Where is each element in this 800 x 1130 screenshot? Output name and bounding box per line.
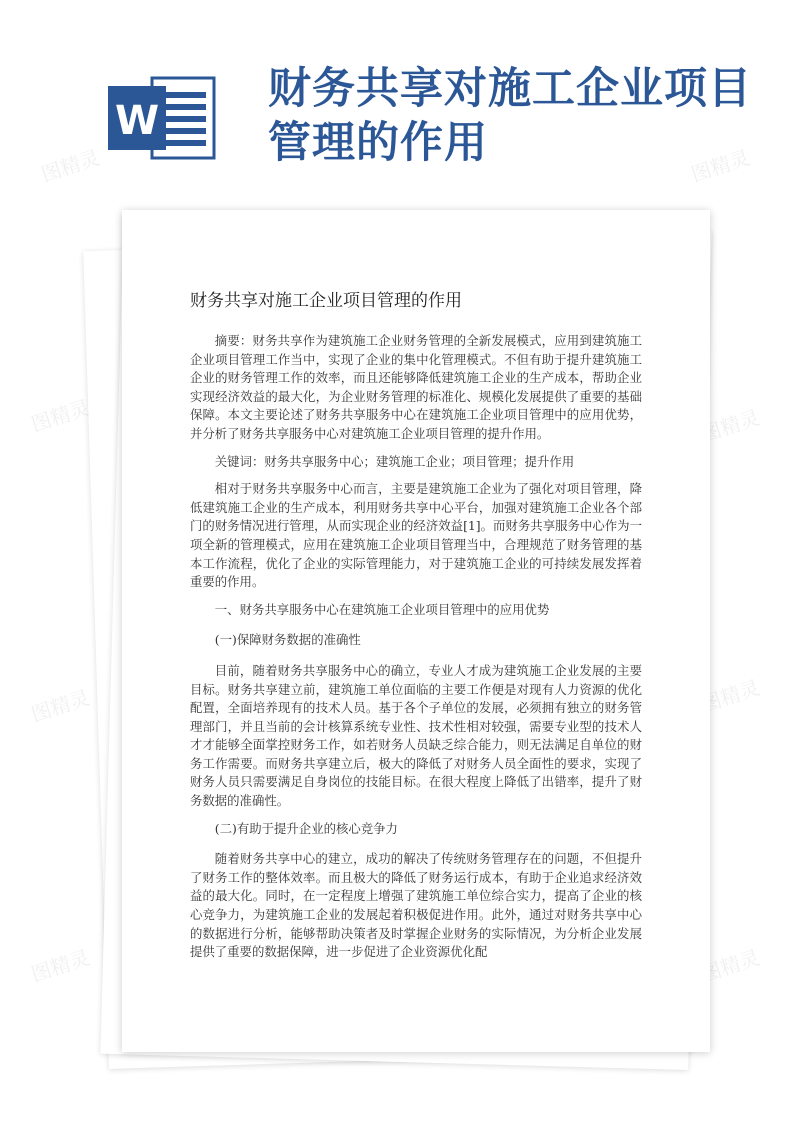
keywords-paragraph: 关键词：财务共享服务中心；建筑施工企业；项目管理；提升作用 bbox=[214, 453, 575, 469]
intro-paragraph: 相对于财务共享服务中心而言，主要是建筑施工企业为了强化对项目管理，降低建筑施工企业的生产成本，利用财务共享中心平台，加强对建筑施工企业各个部门的财务情况进行管理，从而实现企业的经济效益[1]。而财务共享服务中心作为一项全新的管理模式，应用在建筑施工企业项目管理当中，合理规范了财务管理的基本工作流程，优化了企业的实际管理能力，对于建筑施工企业的可持续发展发挥着重要的作用。 bbox=[190, 481, 642, 590]
header-title: 财务共享对施工企业项目管理的作用 bbox=[268, 64, 752, 168]
body-paragraph: 随着财务共享中心的建立，成功的解决了传统财务管理存在的问题，不但提升了财务工作的整体效率。而且极大的降低了财务运行成本，有助于企业追求经济效益的最大化。同时，在一定程度上增强了建筑施工单位综合实力，提高了企业的核心竞争力，为建筑施工企业的发展起着积极促进作用。此外，通过对财务共享中心的数据进行分析，能够帮助决策者及时掌握企业财务的实际情况，为分析企业发展提供了重要的数据保障，进一步促进了企业资源优化配 bbox=[190, 851, 642, 960]
abstract-paragraph: 摘要：财务共享作为建筑施工企业财务管理的全新发展模式，应用到建筑施工企业项目管理工作当中，实现了企业的集中化管理模式。不但有助于提升建筑施工企业的财务管理工作的效率，而且还能够降低建筑施工企业的生产成本，帮助企业实现经济效益的最大化，为企业财务管理的标准化、规模化发展提供了重要的基础保障。本文主要论述了财务共享服务中心在建筑施工企业项目管理中的应用优势，并分析了财务共享服务中心对建筑施工企业项目管理的提升作用。 bbox=[190, 333, 642, 441]
word-logo-letter: W bbox=[114, 98, 160, 144]
document-page bbox=[122, 210, 710, 1052]
document-title: 财务共享对施工企业项目管理的作用 bbox=[190, 291, 462, 311]
subsection-heading: (一)保障财务数据的准确性 bbox=[214, 632, 361, 648]
body-paragraph: 目前，随着财务共享服务中心的确立，专业人才成为建筑施工企业发展的主要目标。财务共享建立前，建筑施工单位面临的主要工作便是对现有人力资源的优化配置，全面培养现有的技术人员。基于各个子单位的发展，必须拥有独立的财务管理部门，并且当前的会计核算系统专业性、技术性相对较强，需要专业型的技术人才才能够全面掌控财务工作，如若财务人员缺乏综合能力，则无法满足自单位的财务工作需要。而财务共享建立后，极大的降低了对财务人员全面性的要求，实现了财务人员只需要满足自身岗位的技能目标。在很大程度上降低了出错率，提升了财务数据的准确性。 bbox=[190, 662, 642, 809]
section-heading: 一、财务共享服务中心在建筑施工企业项目管理中的应用优势 bbox=[214, 601, 550, 617]
document-body bbox=[190, 332, 642, 971]
subsection-heading: (二)有助于提升企业的核心竞争力 bbox=[214, 820, 398, 836]
word-document-icon bbox=[108, 72, 218, 164]
